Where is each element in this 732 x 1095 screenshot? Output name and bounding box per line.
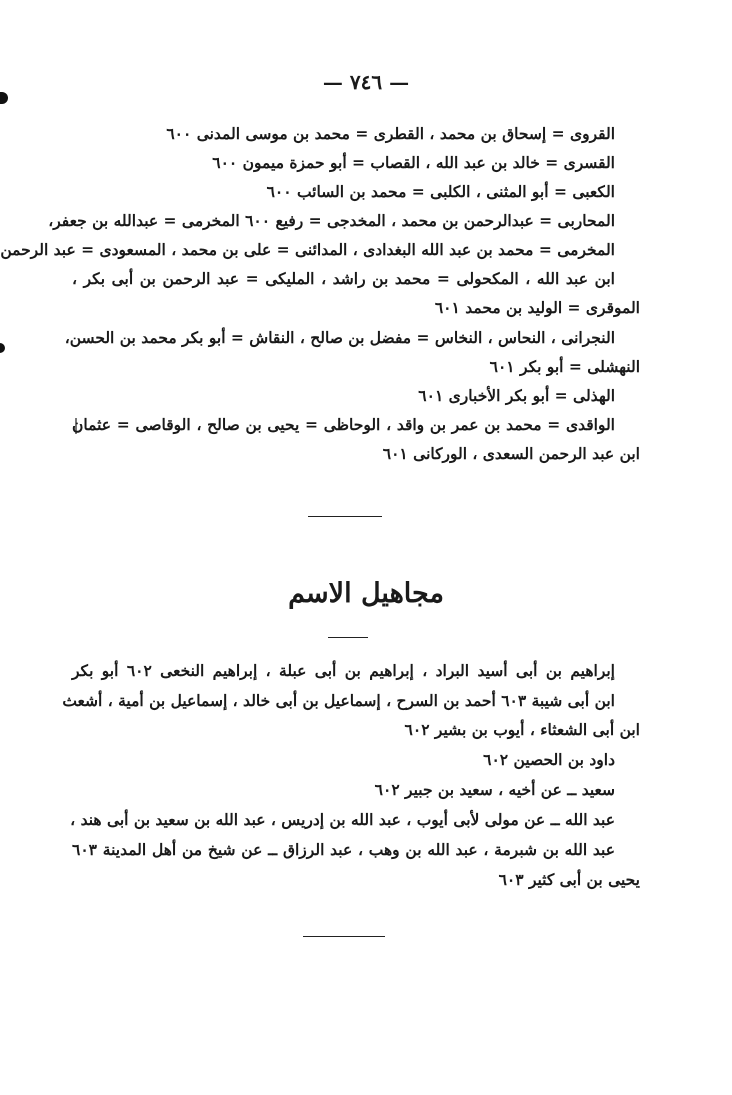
index-line: ابن عبد الرحمن السعدى ، الوركانى ٦٠١ (382, 444, 640, 463)
anonymous-line: ابن أبى الشعثاء ، أيوب بن بشير ٦٠٢ (404, 720, 640, 739)
index-line: الكعبى = أبو المثنى ، الكلبى = محمد بن السائب ٦٠٠ (266, 182, 615, 201)
index-line: الهذلى = أبو بكر الأخبارى ٦٠١ (418, 386, 615, 405)
anonymous-line: يحيى بن أبى كثير ٦٠٣ (498, 870, 640, 889)
anonymous-line: سعيد ــ عن أخيه ، سعيد بن جبير ٦٠٢ (374, 780, 615, 799)
index-line: الواقدى = محمد بن عمر بن واقد ، الوحاظى = يحيى بن صالح ، الوقاصى = عثمان (72, 415, 615, 434)
section-divider (308, 516, 382, 517)
page-number: — ٧٤٦ — (322, 70, 410, 94)
title-underline (328, 637, 368, 638)
anonymous-line: عبد الله ــ عن مولى لأبى أيوب ، عبد الله بن إدريس ، عبد الله بن سعيد بن أبى هند ، (70, 810, 615, 829)
index-line: النجرانى ، النحاس ، النخاس = مفضل بن صالح ، النقاش = أبو بكر محمد بن الحسن، (64, 328, 615, 347)
anonymous-line: ابن أبى شيبة ٦٠٣ أحمد بن السرح ، إسماعيل بن أبى خالد ، إسماعيل بن أمية ، أشعث (62, 691, 615, 710)
end-divider (303, 936, 385, 937)
anonymous-line: إبراهيم بن أبى أسيد البراد ، إبراهيم بن أبى عبلة ، إبراهيم النخعى ٦٠٢ أبو بكر (72, 661, 615, 680)
anonymous-line: داود بن الحصين ٦٠٢ (483, 750, 615, 769)
index-line: المحاربى = عبدالرحمن بن محمد ، المخدجى = رفيع ٦٠٠ المخرمى = عبدالله بن جعفر، (48, 211, 615, 230)
index-line: القسرى = خالد بن عبد الله ، القصاب = أبو حمزة ميمون ٦٠٠ (212, 153, 615, 172)
index-line: القروى = إسحاق بن محمد ، القطرى = محمد بن موسى المدنى ٦٠٠ (166, 124, 615, 143)
index-line: الموقرى = الوليد بن محمد ٦٠١ (434, 298, 640, 317)
section-title: مجاهيل الاسم (288, 578, 444, 609)
scan-mark-mid-left (0, 343, 5, 353)
anonymous-line: عبد الله بن شبرمة ، عبد الله بن وهب ، عبد الرزاق ــ عن شيخ من أهل المدينة ٦٠٣ (72, 840, 615, 859)
index-line: المخرمى = محمد بن عبد الله البغدادى ، المدائنى = على بن محمد ، المسعودى = عبد الرحمن (0, 240, 615, 259)
index-line: النهشلى = أبو بكر ٦٠١ (489, 357, 640, 376)
index-line: ابن عبد الله ، المكحولى = محمد بن راشد ، المليكى = عبد الرحمن بن أبى بكر ، (72, 269, 615, 288)
